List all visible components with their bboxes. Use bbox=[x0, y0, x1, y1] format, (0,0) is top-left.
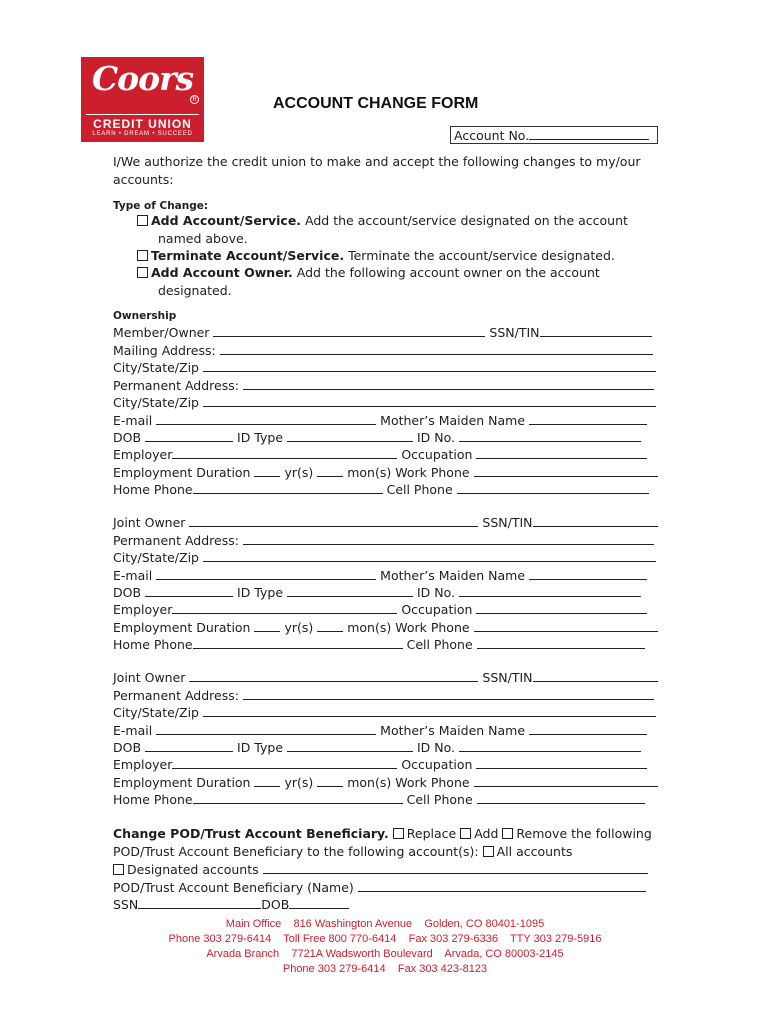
ownership-heading: Ownership bbox=[113, 310, 177, 322]
member-id-no-field[interactable] bbox=[459, 429, 641, 442]
joint1-ssn-field[interactable] bbox=[533, 514, 658, 527]
member-city2-field[interactable] bbox=[203, 394, 656, 407]
form-title: ACCOUNT CHANGE FORM bbox=[273, 95, 479, 112]
city-state-zip-label: City/State/Zip bbox=[113, 550, 199, 565]
months-work-phone-label: mon(s) Work Phone bbox=[347, 620, 470, 635]
add-service-bold: Add Account/Service. bbox=[151, 213, 302, 228]
member-work-phone-field[interactable] bbox=[474, 464, 658, 477]
joint-owner-label: Joint Owner bbox=[113, 515, 186, 530]
beneficiary-ssn-label: SSN bbox=[113, 897, 139, 912]
beneficiary-name-field[interactable] bbox=[358, 879, 646, 892]
email-label: E-mail bbox=[113, 413, 153, 428]
member-duration-row bbox=[113, 464, 658, 481]
pod-replace-checkbox[interactable] bbox=[393, 828, 404, 839]
home-phone-label: Home Phone bbox=[113, 637, 193, 652]
designated-accounts-checkbox[interactable] bbox=[113, 864, 124, 875]
years-label: yr(s) bbox=[284, 775, 314, 790]
pod-add-checkbox[interactable] bbox=[460, 828, 471, 839]
member-ssn-field[interactable] bbox=[540, 324, 652, 337]
joint1-occupation-field[interactable] bbox=[476, 601, 647, 614]
type-of-change-heading: Type of Change: bbox=[113, 200, 209, 212]
joint1-dob-field[interactable] bbox=[145, 584, 233, 597]
joint2-occupation-field[interactable] bbox=[476, 756, 647, 769]
id-no-label: ID No. bbox=[416, 585, 456, 600]
joint2-months-field[interactable] bbox=[317, 774, 343, 787]
member-occupation-field[interactable] bbox=[476, 446, 647, 459]
months-work-phone-label: mon(s) Work Phone bbox=[347, 465, 470, 480]
authorization-text-1: I/We authorize the credit union to make and accept the following changes to my/our bbox=[113, 154, 641, 169]
member-employer-row bbox=[113, 446, 647, 463]
member-perm-address-field[interactable] bbox=[243, 377, 654, 390]
mailing-address-label: Mailing Address: bbox=[113, 343, 216, 358]
add-service-cont: named above. bbox=[158, 231, 248, 246]
all-accounts-checkbox[interactable] bbox=[483, 846, 494, 857]
home-phone-label: Home Phone bbox=[113, 792, 193, 807]
pod-heading-row bbox=[113, 826, 652, 842]
joint2-duration-row bbox=[113, 774, 658, 791]
joint2-phone-row bbox=[113, 791, 645, 808]
joint2-id-no-field[interactable] bbox=[459, 739, 641, 752]
option-terminate-service bbox=[137, 248, 615, 264]
logo-tagline: LEARN • DREAM • SUCCEED bbox=[92, 131, 193, 137]
joint1-perm-address-field[interactable] bbox=[243, 532, 654, 545]
coors-credit-union-logo bbox=[81, 57, 204, 142]
joint1-city-row bbox=[113, 549, 656, 566]
mailing-address-row bbox=[113, 342, 653, 359]
member-months-field[interactable] bbox=[317, 464, 343, 477]
registered-mark: R bbox=[190, 95, 199, 104]
beneficiary-name-row bbox=[113, 879, 646, 896]
terminate-service-checkbox[interactable] bbox=[137, 250, 148, 261]
joint2-email-field[interactable] bbox=[156, 722, 376, 735]
id-no-label: ID No. bbox=[416, 740, 456, 755]
member-city2-row bbox=[113, 394, 656, 411]
joint1-email-row bbox=[113, 567, 647, 584]
add-owner-checkbox[interactable] bbox=[137, 267, 148, 278]
joint2-cell-phone-field[interactable] bbox=[477, 791, 645, 804]
authorization-text-2: accounts: bbox=[113, 172, 174, 187]
joint1-months-field[interactable] bbox=[317, 619, 343, 632]
employer-label: Employer bbox=[113, 447, 173, 462]
member-id-type-field[interactable] bbox=[287, 429, 413, 442]
joint2-ssn-field[interactable] bbox=[533, 669, 658, 682]
beneficiary-ssn-field[interactable] bbox=[138, 896, 261, 909]
email-label: E-mail bbox=[113, 723, 153, 738]
id-no-label: ID No. bbox=[416, 430, 456, 445]
option-add-service bbox=[137, 213, 628, 229]
pod-accounts-row bbox=[113, 844, 572, 860]
logo-credit-union: CREDIT UNION bbox=[93, 117, 192, 131]
permanent-address-label: Permanent Address: bbox=[113, 378, 239, 393]
joint1-email-field[interactable] bbox=[156, 567, 376, 580]
member-city-field[interactable] bbox=[203, 359, 656, 372]
years-label: yr(s) bbox=[284, 465, 314, 480]
dob-label: DOB bbox=[113, 740, 142, 755]
pod-replace-label: Replace bbox=[406, 826, 457, 841]
employment-duration-label: Employment Duration bbox=[113, 775, 251, 790]
permanent-address-label: Permanent Address: bbox=[113, 688, 239, 703]
joint2-employer-row bbox=[113, 756, 647, 773]
mailing-address-field[interactable] bbox=[220, 342, 653, 355]
cell-phone-label: Cell Phone bbox=[406, 792, 473, 807]
terminate-bold: Terminate Account/Service. bbox=[151, 248, 345, 263]
months-work-phone-label: mon(s) Work Phone bbox=[347, 775, 470, 790]
designated-accounts-field[interactable] bbox=[263, 861, 648, 874]
pod-remove-checkbox[interactable] bbox=[502, 828, 513, 839]
joint1-duration-row bbox=[113, 619, 658, 636]
joint2-owner-field[interactable] bbox=[189, 669, 478, 682]
joint-owner-label: Joint Owner bbox=[113, 670, 186, 685]
city-state-zip-label: City/State/Zip bbox=[113, 395, 199, 410]
id-type-label: ID Type bbox=[237, 585, 284, 600]
home-phone-label: Home Phone bbox=[113, 482, 193, 497]
member-dob-field[interactable] bbox=[145, 429, 233, 442]
all-accounts-label: All accounts bbox=[496, 844, 573, 859]
logo-wordmark: Coors bbox=[91, 59, 194, 98]
add-owner-cont: designated. bbox=[158, 283, 232, 298]
beneficiary-dob-field[interactable] bbox=[289, 896, 349, 909]
add-service-text: Add the account/service designated on the account bbox=[301, 213, 628, 228]
add-owner-bold: Add Account Owner. bbox=[151, 265, 293, 280]
joint1-employer-field[interactable] bbox=[172, 601, 397, 614]
pod-heading: Change POD/Trust Account Beneficiary. bbox=[113, 826, 389, 841]
add-owner-text: Add the following account owner on the account bbox=[292, 265, 600, 280]
designated-accounts-row bbox=[113, 861, 648, 878]
joint2-dob-field[interactable] bbox=[145, 739, 233, 752]
mothers-maiden-label: Mother’s Maiden Name bbox=[380, 568, 526, 583]
joint1-work-phone-field[interactable] bbox=[474, 619, 658, 632]
employer-label: Employer bbox=[113, 757, 173, 772]
employment-duration-label: Employment Duration bbox=[113, 620, 251, 635]
ssn-tin-label: SSN/TIN bbox=[482, 515, 533, 530]
occupation-label: Occupation bbox=[401, 757, 473, 772]
city-state-zip-label: City/State/Zip bbox=[113, 360, 199, 375]
member-maiden-field[interactable] bbox=[529, 412, 647, 425]
cell-phone-label: Cell Phone bbox=[406, 637, 473, 652]
account-number-line bbox=[529, 127, 649, 140]
cell-phone-label: Cell Phone bbox=[386, 482, 453, 497]
joint1-owner-field[interactable] bbox=[189, 514, 478, 527]
joint1-maiden-field[interactable] bbox=[529, 567, 647, 580]
joint2-employer-field[interactable] bbox=[172, 756, 397, 769]
joint2-id-type-field[interactable] bbox=[287, 739, 413, 752]
footer-arvada-branch: Arvada Branch 7721A Wadsworth Boulevard Arvada, CO 80003-2145 bbox=[206, 948, 564, 960]
id-type-label: ID Type bbox=[237, 740, 284, 755]
joint1-id-no-field[interactable] bbox=[459, 584, 641, 597]
member-owner-field[interactable] bbox=[213, 324, 485, 337]
beneficiary-dob-label: DOB bbox=[261, 897, 290, 912]
occupation-label: Occupation bbox=[401, 447, 473, 462]
joint2-work-phone-field[interactable] bbox=[474, 774, 658, 787]
beneficiary-ssn-dob-row bbox=[113, 896, 349, 913]
joint1-city-field[interactable] bbox=[203, 549, 656, 562]
joint1-phone-row bbox=[113, 636, 645, 653]
designated-accounts-label: Designated accounts bbox=[127, 862, 259, 877]
member-home-phone-field[interactable] bbox=[193, 481, 383, 494]
footer-arvada-phones: Phone 303 279-6414 Fax 303 423-8123 bbox=[282, 963, 488, 975]
member-city-row bbox=[113, 359, 656, 376]
member-owner-row bbox=[113, 324, 652, 341]
joint1-perm-address-row bbox=[113, 532, 654, 549]
pod-add-label: Add bbox=[474, 826, 499, 841]
terminate-text: Terminate the account/service designated. bbox=[344, 248, 615, 263]
beneficiary-name-label: POD/Trust Account Beneficiary (Name) bbox=[113, 880, 354, 895]
joint2-maiden-field[interactable] bbox=[529, 722, 647, 735]
joint2-perm-address-row bbox=[113, 687, 654, 704]
joint1-id-type-field[interactable] bbox=[287, 584, 413, 597]
permanent-address-label: Permanent Address: bbox=[113, 533, 239, 548]
joint1-owner-row bbox=[113, 514, 658, 531]
joint2-home-phone-field[interactable] bbox=[193, 791, 403, 804]
joint1-dob-row bbox=[113, 584, 641, 601]
joint2-city-field[interactable] bbox=[203, 704, 656, 717]
account-number-label: Account No. bbox=[454, 128, 530, 143]
footer-main-phones: Phone 303 279-6414 Toll Free 800 770-6414 Fax 303 279-6336 TTY 303 279-5916 bbox=[168, 933, 602, 945]
member-cell-phone-field[interactable] bbox=[457, 481, 649, 494]
joint1-years-field[interactable] bbox=[254, 619, 280, 632]
email-label: E-mail bbox=[113, 568, 153, 583]
logo-divider bbox=[86, 114, 199, 115]
joint2-years-field[interactable] bbox=[254, 774, 280, 787]
joint2-owner-row bbox=[113, 669, 658, 686]
id-type-label: ID Type bbox=[237, 430, 284, 445]
member-perm-address-row bbox=[113, 377, 654, 394]
member-email-row bbox=[113, 412, 647, 429]
joint2-city-row bbox=[113, 704, 656, 721]
pod-remove-label: Remove the following bbox=[516, 826, 652, 841]
member-employer-field[interactable] bbox=[172, 446, 397, 459]
joint2-dob-row bbox=[113, 739, 641, 756]
member-years-field[interactable] bbox=[254, 464, 280, 477]
joint1-home-phone-field[interactable] bbox=[193, 636, 403, 649]
add-service-checkbox[interactable] bbox=[137, 215, 148, 226]
member-email-field[interactable] bbox=[156, 412, 376, 425]
pod-line2: POD/Trust Account Beneficiary to the following account(s): bbox=[113, 844, 479, 859]
mothers-maiden-label: Mother’s Maiden Name bbox=[380, 723, 526, 738]
ssn-tin-label: SSN/TIN bbox=[489, 325, 540, 340]
city-state-zip-label: City/State/Zip bbox=[113, 705, 199, 720]
occupation-label: Occupation bbox=[401, 602, 473, 617]
mothers-maiden-label: Mother’s Maiden Name bbox=[380, 413, 526, 428]
joint1-cell-phone-field[interactable] bbox=[477, 636, 645, 649]
employment-duration-label: Employment Duration bbox=[113, 465, 251, 480]
ssn-tin-label: SSN/TIN bbox=[482, 670, 533, 685]
dob-label: DOB bbox=[113, 430, 142, 445]
joint1-employer-row bbox=[113, 601, 647, 618]
member-phone-row bbox=[113, 481, 649, 498]
employer-label: Employer bbox=[113, 602, 173, 617]
account-number-field[interactable] bbox=[450, 126, 658, 144]
option-add-owner bbox=[137, 265, 600, 281]
joint2-perm-address-field[interactable] bbox=[243, 687, 654, 700]
member-owner-label: Member/Owner bbox=[113, 325, 210, 340]
dob-label: DOB bbox=[113, 585, 142, 600]
footer-main-office: Main Office 816 Washington Avenue Golden, CO 80401-1095 bbox=[225, 918, 545, 930]
member-dob-row bbox=[113, 429, 641, 446]
joint2-email-row bbox=[113, 722, 647, 739]
years-label: yr(s) bbox=[284, 620, 314, 635]
